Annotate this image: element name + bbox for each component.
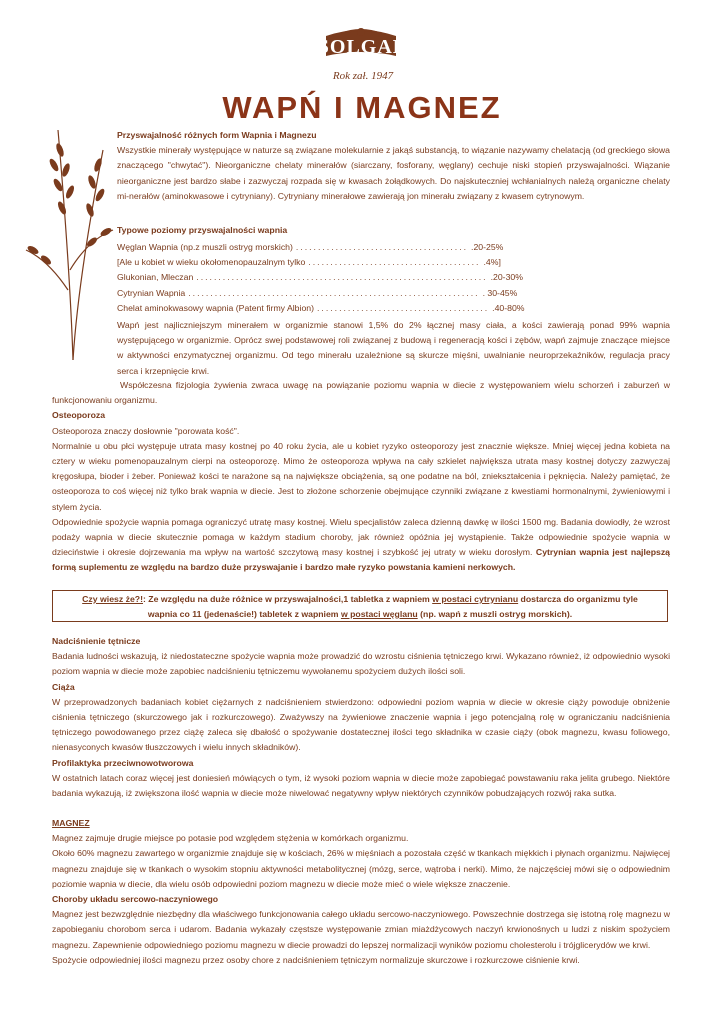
magnesium-heading: MAGNEZ bbox=[52, 818, 90, 828]
absorption-heading-wrap bbox=[117, 223, 670, 238]
intro-section bbox=[117, 128, 670, 204]
magnesium-p1: Magnez zajmuje drugie miejsce po potasie pod względem stężenia w komórkach organizmu. bbox=[52, 833, 409, 844]
absorption-row: Cytrynian Wapnia .................................................................. . 30-45% bbox=[117, 287, 518, 298]
calcium-paragraph-2: Współczesna fizjologia żywienia zwraca uwagę na powiązanie poziomu wapnia w diecie z występowaniem wielu schorzeń i zaburzeń w funkcjonowaniu organizmu. bbox=[52, 380, 670, 406]
fact-box: Czy wiesz że?!: Ze względu na duże różnice w przyswajalności,1 tabletka z wapniem w postaci cytrynianu dostarcza do organizmu tyle wapnia co 11 (jedenaście!) tabletek z wapniem w postaci węglanu (np. wapń z muszli ostryg morskich). bbox=[52, 590, 668, 622]
pregnancy-heading: Ciąża bbox=[52, 681, 75, 692]
cancer-heading: Profilaktyka przeciwnowotworowa bbox=[52, 757, 194, 768]
absorption-heading: Typowe poziomy przyswajalności wapnia bbox=[117, 225, 288, 235]
pregnancy-text: W przeprowadzonych badaniach kobiet ciężarnych z nadciśnieniem stwierdzono: odpowiedni poziom wapnia w diecie w okresie ciąży powoduje obniżenie ciśnienia tętniczego (skurczowego jak i rozkurczowego). Zważywszy na żywieniowe znaczenie wapnia i jego potencjalną rolę w ograniczaniu nadciśnienia tętniczego powodowanego przez ciążę zaleca się dbałość o spożywanie dostatecznej ilości tego składnika w czasie ciąży (obok magnezu, kwasu foliowego, nienasyconych kwasów tłuszczowych i wielu innych składników). bbox=[52, 696, 670, 753]
absorption-row: Chelat aminokwasowy wapnia (Patent firmy Albion) ....................................... .40-80% bbox=[117, 302, 525, 313]
main-text bbox=[52, 378, 670, 576]
magnesium-p2: Około 60% magnezu zawartego w organizmie znajduje się w kościach, 26% w mięśniach a pozostała część w tkankach miękkich i płynach organizmu. Najwięcej magnezu znajduje się w tkankach o wysokim stopniu aktywności metabolitycznej (mózg, serce, wątroba i nerki). Mimo, że najczęściej mówi się o odpowiednim poziomie wapnia w diecie, dla wielu osób odpowiedni poziom magnezu w diecie może mieć o wiele większe znaczenie. bbox=[52, 848, 670, 889]
absorption-row: Glukonian, Mleczan .................................................................. .20-30% bbox=[117, 272, 523, 283]
osteoporosis-p2: Normalnie u obu płci występuje utrata masy kostnej po 40 roku życia, ale u kobiet ryzyko osteoporozy jest znacznie większe. Mniej więcej jedna kobieta na cztery w wieku pomenopauzalnym cierpi na osteoporozę. Mimo że osteoporoza wpływa na cały szkielet największa utrata masy kostnej dotyczy zazwyczaj kręgosłupa, bioder i żeber. Ponieważ kości te narażone są na największe obciążenia, są one podatne na ból, zniekształcenia i pęknięcia. Należy pamiętać, że osteoporoza to coś więcej niż tylko brak wapnia w diecie. Jest to złożone schorzenie obejmujące czynniki związane z kwestiami hormonalnymi, żywieniowymi i stylem życia. bbox=[52, 440, 670, 512]
health-sections bbox=[52, 634, 670, 801]
intro-heading: Przyswajalność różnych form Wapnia i Magnezu bbox=[117, 130, 317, 140]
absorption-table bbox=[117, 240, 525, 316]
osteoporosis-p3: Odpowiednie spożycie wapnia pomaga ograniczyć utratę masy kostnej. Wielu specjalistów zaleca dzienną dawkę w ilości 1500 mg. Badania dowiodły, że wzrost podaży wapnia w diecie skutecznie pomaga w każdym stadium choroby, jak również opóźnia jej wystąpienie. Także odpowiednie spożycie wapnia w dzieciństwie i okresie dojrzewania ma wpływ na wartość szczytową masy kostnej i szybkość jej utraty w wieku dorosłym. Cytrynian wapnia jest najlepszą formą suplementu ze względu na bardzo duże przyswajanie i bardzo małe ryzyko powstania kamieni nerkowych. bbox=[52, 516, 671, 573]
calcium-intro bbox=[117, 318, 670, 379]
intro-text: Wszystkie minerały występujące w naturze są związane molekularnie z jakąś substancją, to wiązanie nazywamy chelatacją (od greckiego słowa znaczącego "chwytać"). Nieorganiczne chelaty minerałów (siarczany, fosforany, węglany) cechuje niski stopień przyswajalności. Wiązanie nieorganiczne jest bardzo słabe i zazwyczaj rozpada się w kwasach żołądkowych. Do najskuteczniej wchłanialnych należą organiczne chelaty mi-nerałów (aminokwasowe i cytryniany). Cytryniany minerałowe zawierają jon minerału związany z kwasem cytrynowym. bbox=[117, 145, 670, 201]
hypertension-text: Badania ludności wskazują, iż niedostateczne spożycie wapnia może prowadzić do wzrostu ciśnienia tętniczego krwi. Wykazano również, iż odpowiednio wysoki poziom wapnia w diecie może zapobiec nadciśnieniu tętniczemu wywołanemu spożyciem dużych ilości soli. bbox=[52, 651, 670, 677]
calcium-paragraph-1: Wapń jest najliczniejszym minerałem w organizmie stanowi 1,5% do 2% łącznej masy ciała, a kości zawierają ponad 99% wapnia występującego w organizmie. Oprócz swej podstawowej roli związanej z budową i regeneracją kości i zębów, wapń zajmuje znaczące miejsce w aktywności enzymatycznej organizmu. Od tego minerału uzależnione są skurcze mięśni, uwalnianie neuroprzekaźników, regulacja pracy serca i krzepnięcie krwi. bbox=[117, 320, 670, 376]
page-title: WAPŃ I MAGNEZ bbox=[222, 90, 502, 125]
osteoporosis-p1: Osteoporoza znaczy dosłownie "porowata kość". bbox=[52, 425, 240, 436]
brand-tagline: Rok zał. 1947 bbox=[332, 70, 394, 82]
magnesium-sections bbox=[52, 816, 670, 968]
wheat-illustration bbox=[18, 120, 118, 360]
cardio-heading: Choroby układu sercowo-naczyniowego bbox=[52, 894, 219, 905]
cancer-text: W ostatnich latach coraz więcej jest doniesień mówiących o tym, iż wysoki poziom wapnia w diecie może zapobiegać powstawaniu raka jelita grubego. Niektóre badania wykazują, iż zwiększona ilość wapnia w diecie może niwelować negatywny wpływ niektórych czynników pobudzających rozwój raka sutka. bbox=[52, 772, 670, 799]
osteoporosis-heading: Osteoporoza bbox=[52, 410, 106, 421]
absorption-row: Węglan Wapnia (np.z muszli ostryg morskich) ....................................... .20-25% bbox=[117, 242, 504, 252]
fact-box-prefix: Czy wiesz że?! bbox=[82, 594, 143, 604]
hypertension-heading: Nadciśnienie tętnicze bbox=[52, 636, 141, 646]
absorption-row: [Ale u kobiet w wieku okołomenopauzalnym tylko ....................................... .4%] bbox=[117, 257, 501, 268]
brand-name: SOLGAR bbox=[317, 36, 409, 58]
cardio-p2: Spożycie odpowiedniej ilości magnezu przez osoby chore z nadciśnieniem tętniczym normalizuje skurczowe i rozkurczowe ciśnienie krwi. bbox=[52, 954, 580, 965]
cardio-p1: Magnez jest bezwzględnie niezbędny dla właściwego funkcjonowania całego układu sercowo-naczyniowego. Powszechnie dostrzega się istotną rolę magnezu w zapobieganiu chorobom serca i udarom. Badania wykazały częstsze występowanie zmian miażdżycowych naczyń krwionośnych u ludzi z niskim spożyciem magnezu. Zapewnienie odpowiedniego poziomu magnezu w diecie prowadzi do lepszej normalizacji wyników poziomu cholesterolu i trójglicerydów we krwi. bbox=[52, 909, 670, 950]
